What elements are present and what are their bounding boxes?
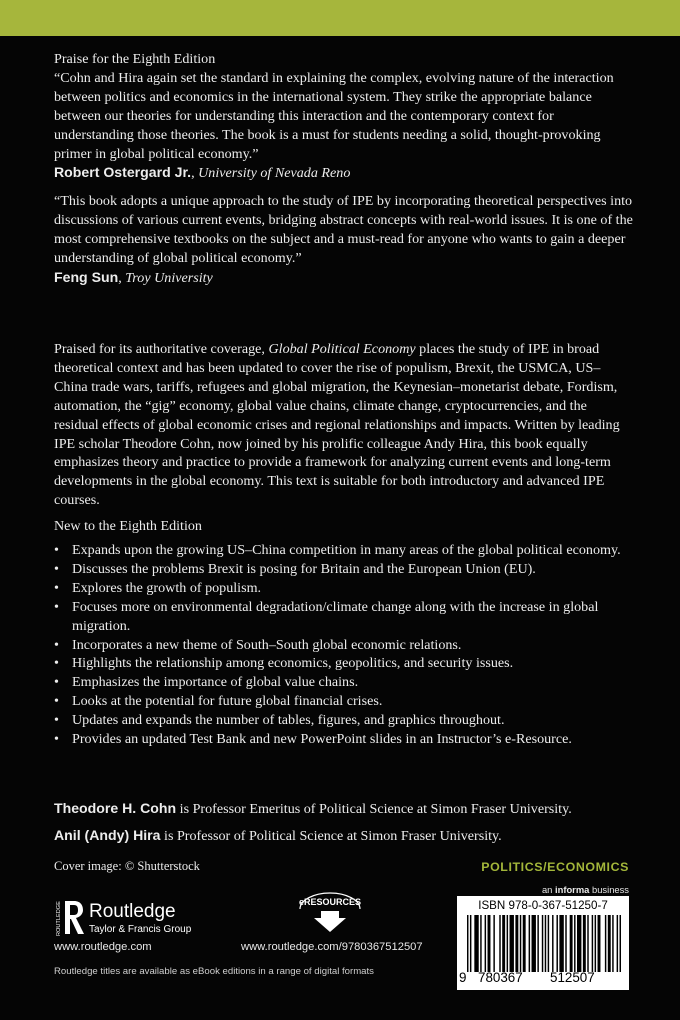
ebook-availability-note: Routledge titles are available as eBook editions in a range of digital formats <box>54 966 374 977</box>
barcode-bar <box>493 915 494 972</box>
author-bio-hira: Anil (Andy) Hira is Professor of Political Science at Simon Fraser University. <box>54 827 502 844</box>
list-item: • Emphasizes the importance of global value chains. <box>54 674 359 691</box>
quote-attribution: Robert Ostergard Jr., University of Nevada Reno <box>54 164 351 182</box>
praise-section <box>54 50 634 183</box>
barcode-bar <box>595 915 596 972</box>
book-webpage[interactable]: www.routledge.com/9780367512507 <box>241 941 423 953</box>
barcode-bar <box>520 915 521 972</box>
barcode-bar <box>605 915 606 972</box>
barcode-bar <box>480 915 481 972</box>
barcode-graphic <box>467 915 621 972</box>
praise-heading: Praise for the Eighth Edition <box>54 51 216 67</box>
barcode-bar <box>510 915 514 972</box>
list-item: • Provides an updated Test Bank and new PowerPoint slides in an Instructor’s e-Resource. <box>54 731 572 748</box>
author-name: Theodore H. Cohn <box>54 800 177 816</box>
barcode-bar <box>559 915 563 972</box>
barcode-bar <box>608 915 611 972</box>
book-description: Praised for its authoritative coverage, Global Political Economy places the study of IPE in broad theoretical context and has been updated to cover the rise of populism, Brexit, the USMCA, US–China trade wars, tariffs, refugees and global migration, the Keynesian–monetarist debate, Fordism, automation, the “gig” economy, global value chains, climate change, cryptocurrencies, and the residual effects of global economic crises and regional relationships and impacts. Written by leading IPE scholar Theodore Cohn, now joined by his prolific colleague Andy Hira, this book equally emphasizes theory and practice to provide a framework for analyzing current events and long-term developments in the global economy. This text is suitable for both introductory and advanced IPE courses. <box>54 341 620 509</box>
barcode-bar <box>515 915 518 972</box>
subject-category: POLITICS/ECONOMICS <box>481 860 629 874</box>
barcode-bar <box>542 915 543 972</box>
praise-quote-2 <box>54 192 634 288</box>
reviewer-name: Feng Sun <box>54 268 119 285</box>
barcode-bar <box>592 915 593 972</box>
barcode-bar <box>532 915 536 972</box>
list-item: • Looks at the potential for future global financial crises. <box>54 693 383 710</box>
barcode-bar <box>529 915 530 972</box>
list-item: • Updates and expands the number of tables, figures, and graphics throughout. <box>54 712 505 729</box>
list-item: • Explores the growth of populism. <box>54 579 262 596</box>
barcode-bar <box>507 915 508 972</box>
publisher-website[interactable]: www.routledge.com <box>54 941 152 953</box>
isbn-barcode-box: ISBN 978-0-367-51250-7 9 780367 512507 <box>457 896 629 990</box>
barcode-bar <box>617 915 618 972</box>
barcode-bar <box>556 915 557 972</box>
isbn-number: ISBN 978-0-367-51250-7 <box>478 899 608 912</box>
publisher-name: Routledge <box>89 901 176 922</box>
list-item: • Focuses more on environmental degradation/climate change along with the increase in global migration. <box>54 598 599 634</box>
list-item: • Discusses the problems Brexit is posing for Britain and the European Union (EU). <box>54 560 536 577</box>
svg-text:ROUTLEDGE: ROUTLEDGE <box>56 901 62 936</box>
barcode-bar <box>474 915 478 972</box>
barcode-bar <box>470 915 471 972</box>
barcode-bar <box>583 915 586 972</box>
barcode-bar <box>488 915 491 972</box>
reviewer-affiliation: University of Nevada Reno <box>198 165 351 182</box>
barcode-bar <box>552 915 553 972</box>
barcode-bar <box>499 915 500 972</box>
barcode-bar <box>565 915 566 972</box>
barcode-bar <box>467 915 468 972</box>
reviewer-affiliation: Troy University <box>125 269 213 286</box>
barcode-bar <box>587 915 588 972</box>
barcode-bar <box>574 915 575 972</box>
quote-attribution: Feng Sun, Troy University <box>54 268 213 286</box>
barcode-bar <box>545 915 546 972</box>
barcode-bar <box>612 915 613 972</box>
barcode-bar <box>620 915 621 972</box>
svg-text:eRESOURCES: eRESOURCES <box>298 897 362 907</box>
cover-image-credit: Cover image: © Shutterstock <box>54 859 200 873</box>
eresources-icon <box>290 887 370 935</box>
barcode-bar <box>570 915 573 972</box>
list-item: • Incorporates a new theme of South–South global economic relations. <box>54 636 462 653</box>
barcode-bar <box>548 915 549 972</box>
new-edition-list <box>54 541 634 749</box>
list-item: • Expands upon the growing US–China competition in many areas of the global political economy. <box>54 542 621 558</box>
publisher-group: Taylor & Francis Group <box>89 924 192 935</box>
new-edition-heading: New to the Eighth Edition <box>54 518 202 534</box>
barcode-bar <box>523 915 526 972</box>
barcode-bar <box>537 915 538 972</box>
reviewer-name: Robert Ostergard Jr. <box>54 164 192 181</box>
barcode-bar <box>485 915 486 972</box>
author-bio-cohn: Theodore H. Cohn is Professor Emeritus of Political Science at Simon Fraser University. <box>54 800 572 817</box>
informa-business-tag: an informa business <box>541 884 629 895</box>
book-title: Global Political Economy <box>268 341 416 357</box>
barcode-bar <box>502 915 505 972</box>
quote-text: “This book adopts a unique approach to the study of IPE by incorporating theoretical perspectives into discussions of various current events, bridging abstract concepts with real-world issues. It is one of the most comprehensive textbooks on the subject and a must-read for anyone who wants to gain a deeper understanding of global political economy.” <box>54 193 633 266</box>
quote-text: “Cohn and Hira again set the standard in explaining the complex, evolving nature of the interaction between politics and economics in the international system. They strike the appropriate balance between our theories for understanding this interaction and the contemporary context for understanding those theories. The book is a must for students needing a solid, thought-provoking primer in global political economy.” <box>54 69 614 162</box>
list-item: • Highlights the relationship among economics, geopolitics, and security issues. <box>54 655 514 672</box>
top-color-band <box>0 0 680 36</box>
barcode-bar <box>598 915 601 972</box>
author-name: Anil (Andy) Hira <box>54 827 161 843</box>
barcode-bar <box>577 915 581 972</box>
